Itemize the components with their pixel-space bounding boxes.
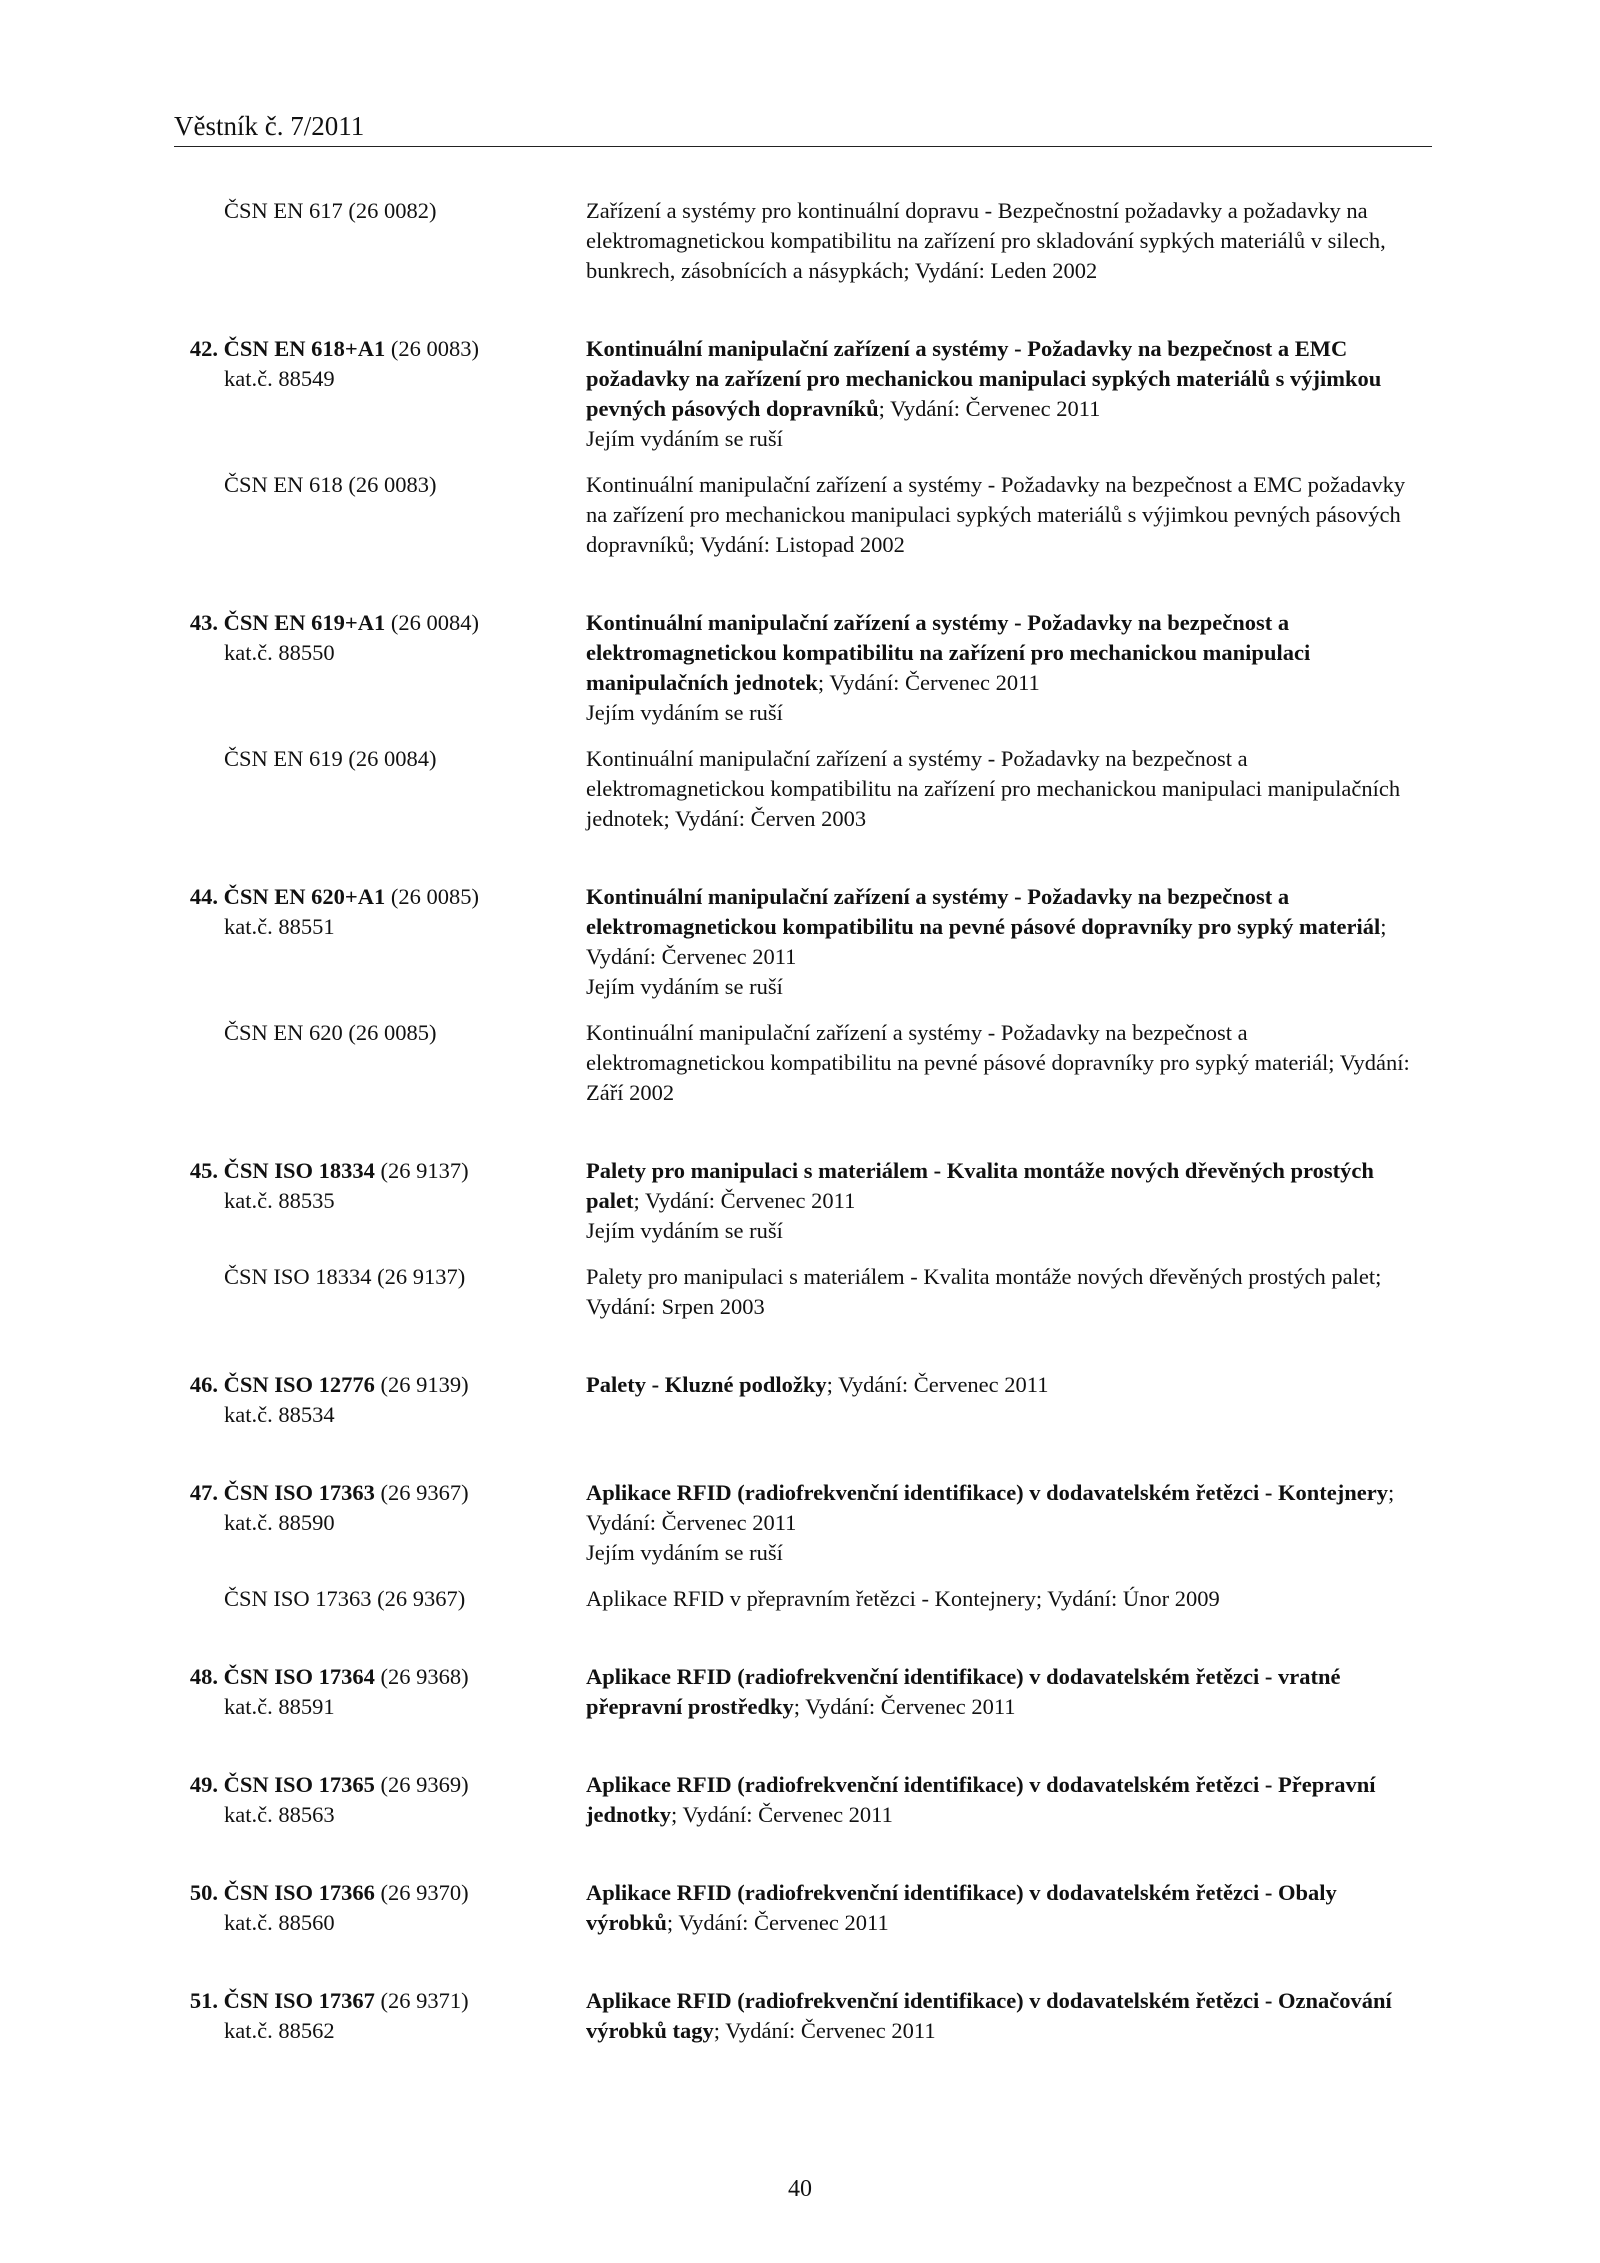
standard-entry bbox=[0, 1770, 1600, 1830]
entry-number: 46. bbox=[189, 1372, 218, 1397]
standard-code: ČSN ISO 18334 bbox=[223, 1158, 375, 1183]
standard-code: ČSN EN 618+A1 bbox=[223, 336, 386, 361]
standard-class: (26 9139) bbox=[374, 1372, 469, 1397]
standard-heading bbox=[174, 1878, 586, 1908]
entry-number: 45. bbox=[189, 1158, 218, 1183]
page-header-title: Věstník č. 7/2011 bbox=[174, 111, 365, 141]
replaced-standard-title: Zařízení a systémy pro kontinuální dopravu - Bezpečnostní požadavky a požadavky na elektromagnetickou kompatibilitu na zařízení pro skladování sypkých materiálů v silech, bunkrech, zásobnících a násypkách; Vydání: Leden 2002 bbox=[586, 198, 1386, 283]
issue-date: ; Vydání: Červenec 2011 bbox=[586, 914, 1387, 969]
entry-number: 51. bbox=[189, 1988, 218, 2013]
replaced-standard-code: ČSN EN 620 (26 0085) bbox=[224, 1020, 437, 1045]
replaced-standard-code: ČSN ISO 17363 (26 9367) bbox=[224, 1586, 466, 1611]
catalog-number: kat.č. 88590 bbox=[224, 1510, 335, 1535]
replaced-standard-code: ČSN EN 617 (26 0082) bbox=[224, 198, 437, 223]
standard-title: Kontinuální manipulační zařízení a systémy - Požadavky na bezpečnost a EMC požadavky na zařízení pro mechanickou manipulaci sypkých materiálů s výjimkou pevných pásových dopravníků bbox=[586, 336, 1382, 421]
cancellation-note: Jejím vydáním se ruší bbox=[586, 700, 783, 725]
entry-number: 48. bbox=[189, 1664, 218, 1689]
replaced-standard-title: Kontinuální manipulační zařízení a systémy - Požadavky na bezpečnost a EMC požadavky na zařízení pro mechanickou manipulaci sypkých materiálů s výjimkou pevných pásových dopravníků; Vydání: Listopad 2002 bbox=[586, 472, 1406, 557]
replaced-standard-title: Kontinuální manipulační zařízení a systémy - Požadavky na bezpečnost a elektromagnetickou kompatibilitu na zařízení pro mechanickou manipulaci manipulačních jednotek; Vydání: Červen 2003 bbox=[586, 746, 1401, 831]
cancellation-note: Jejím vydáním se ruší bbox=[586, 1540, 783, 1565]
replaced-standard-code: ČSN ISO 18334 (26 9137) bbox=[224, 1264, 466, 1289]
standard-entry bbox=[0, 1878, 1600, 1938]
catalog-number: kat.č. 88534 bbox=[224, 1402, 335, 1427]
standard-class: (26 0085) bbox=[385, 884, 479, 909]
replaced-standard-title: Palety pro manipulaci s materiálem - Kvalita montáže nových dřevěných prostých palet; Vydání: Srpen 2003 bbox=[586, 1264, 1382, 1319]
standard-entry bbox=[0, 334, 1600, 560]
standard-title: Kontinuální manipulační zařízení a systémy - Požadavky na bezpečnost a elektromagnetickou kompatibilitu na pevné pásové dopravníky pro sypký materiál bbox=[586, 884, 1381, 939]
standard-class: (26 9137) bbox=[374, 1158, 469, 1183]
issue-date: ; Vydání: Červenec 2011 bbox=[817, 670, 1040, 695]
standard-code: ČSN EN 620+A1 bbox=[223, 884, 386, 909]
page-number: 40 bbox=[788, 2176, 812, 2202]
catalog-number: kat.č. 88551 bbox=[224, 914, 335, 939]
entry-number: 42. bbox=[189, 336, 218, 361]
entry-number: 47. bbox=[189, 1480, 218, 1505]
standard-title: Kontinuální manipulační zařízení a systémy - Požadavky na bezpečnost a elektromagnetickou kompatibilitu na zařízení pro mechanickou manipulaci manipulačních jednotek bbox=[586, 610, 1311, 695]
issue-date: ; Vydání: Červenec 2011 bbox=[878, 396, 1101, 421]
standard-title: Palety - Kluzné podložky bbox=[586, 1372, 827, 1397]
standard-title: Aplikace RFID (radiofrekvenční identifikace) v dodavatelském řetězci - Označování výrobků tagy bbox=[586, 1988, 1392, 2043]
standard-heading bbox=[174, 1478, 586, 1508]
entry-number: 43. bbox=[189, 610, 218, 635]
standard-heading bbox=[174, 1770, 586, 1800]
issue-date: ; Vydání: Červenec 2011 bbox=[633, 1188, 856, 1213]
entry-number: 50. bbox=[189, 1880, 218, 1905]
issue-date: ; Vydání: Červenec 2011 bbox=[793, 1694, 1016, 1719]
standard-heading bbox=[174, 334, 586, 364]
replaced-standard-code: ČSN EN 619 (26 0084) bbox=[224, 746, 437, 771]
cancellation-note: Jejím vydáním se ruší bbox=[586, 974, 783, 999]
standard-class: (26 9371) bbox=[374, 1988, 469, 2013]
standard-class: (26 9367) bbox=[374, 1480, 469, 1505]
catalog-number: kat.č. 88535 bbox=[224, 1188, 335, 1213]
standard-entry bbox=[0, 882, 1600, 1108]
cancellation-note: Jejím vydáním se ruší bbox=[586, 1218, 783, 1243]
catalog-number: kat.č. 88562 bbox=[224, 2018, 335, 2043]
entry-number: 49. bbox=[189, 1772, 218, 1797]
issue-date: ; Vydání: Červenec 2011 bbox=[586, 1480, 1395, 1535]
issue-date: ; Vydání: Červenec 2011 bbox=[713, 2018, 936, 2043]
standard-code: ČSN ISO 12776 bbox=[223, 1372, 375, 1397]
issue-date: ; Vydání: Červenec 2011 bbox=[826, 1372, 1049, 1397]
standard-class: (26 9368) bbox=[374, 1664, 469, 1689]
replaced-standard-title: Aplikace RFID v přepravním řetězci - Kontejnery; Vydání: Únor 2009 bbox=[586, 1586, 1220, 1611]
issue-date: ; Vydání: Červenec 2011 bbox=[671, 1802, 893, 1827]
standard-title: Aplikace RFID (radiofrekvenční identifikace) v dodavatelském řetězci - vratné přepravní prostředky bbox=[586, 1664, 1341, 1719]
standard-entry bbox=[0, 1156, 1600, 1322]
standard-code: ČSN ISO 17366 bbox=[223, 1880, 375, 1905]
issue-date: ; Vydání: Červenec 2011 bbox=[666, 1910, 889, 1935]
standard-entry bbox=[0, 1662, 1600, 1722]
standard-code: ČSN ISO 17365 bbox=[223, 1772, 375, 1797]
standard-entry bbox=[0, 1370, 1600, 1430]
catalog-number: kat.č. 88550 bbox=[224, 640, 335, 665]
replaced-standard-title: Kontinuální manipulační zařízení a systémy - Požadavky na bezpečnost a elektromagnetickou kompatibilitu na pevné pásové dopravníky pro sypký materiál; Vydání: Září 2002 bbox=[586, 1020, 1410, 1105]
standard-code: ČSN EN 619+A1 bbox=[223, 610, 386, 635]
standard-code: ČSN ISO 17363 bbox=[223, 1480, 375, 1505]
standard-code: ČSN ISO 17367 bbox=[223, 1988, 375, 2013]
standards-list bbox=[0, 196, 1600, 2094]
standard-title: Aplikace RFID (radiofrekvenční identifikace) v dodavatelském řetězci - Kontejnery bbox=[586, 1480, 1388, 1505]
entry-number: 44. bbox=[189, 884, 218, 909]
standard-heading bbox=[174, 1662, 586, 1692]
catalog-number: kat.č. 88563 bbox=[224, 1802, 335, 1827]
catalog-number: kat.č. 88560 bbox=[224, 1910, 335, 1935]
continuation-entry bbox=[0, 196, 1600, 286]
catalog-number: kat.č. 88591 bbox=[224, 1694, 335, 1719]
standard-title: Aplikace RFID (radiofrekvenční identifikace) v dodavatelském řetězci - Obaly výrobků bbox=[586, 1880, 1337, 1935]
standard-title: Palety pro manipulaci s materiálem - Kvalita montáže nových dřevěných prostých palet bbox=[586, 1158, 1374, 1213]
replaced-standard-code: ČSN EN 618 (26 0083) bbox=[224, 472, 437, 497]
standard-class: (26 9369) bbox=[374, 1772, 469, 1797]
standard-heading bbox=[174, 1156, 586, 1186]
standard-class: (26 0084) bbox=[385, 610, 479, 635]
standard-class: (26 9370) bbox=[374, 1880, 469, 1905]
standard-entry bbox=[0, 608, 1600, 834]
standard-heading bbox=[174, 1986, 586, 2016]
standard-entry bbox=[0, 1986, 1600, 2046]
standard-class: (26 0083) bbox=[385, 336, 479, 361]
standard-entry bbox=[0, 1478, 1600, 1614]
cancellation-note: Jejím vydáním se ruší bbox=[586, 426, 783, 451]
standard-heading bbox=[174, 1370, 586, 1400]
header-divider bbox=[174, 146, 1432, 147]
standard-heading bbox=[174, 882, 586, 912]
catalog-number: kat.č. 88549 bbox=[224, 366, 335, 391]
standard-code: ČSN ISO 17364 bbox=[223, 1664, 375, 1689]
standard-heading bbox=[174, 608, 586, 638]
standard-title: Aplikace RFID (radiofrekvenční identifikace) v dodavatelském řetězci - Přepravní jednotky bbox=[586, 1772, 1376, 1827]
